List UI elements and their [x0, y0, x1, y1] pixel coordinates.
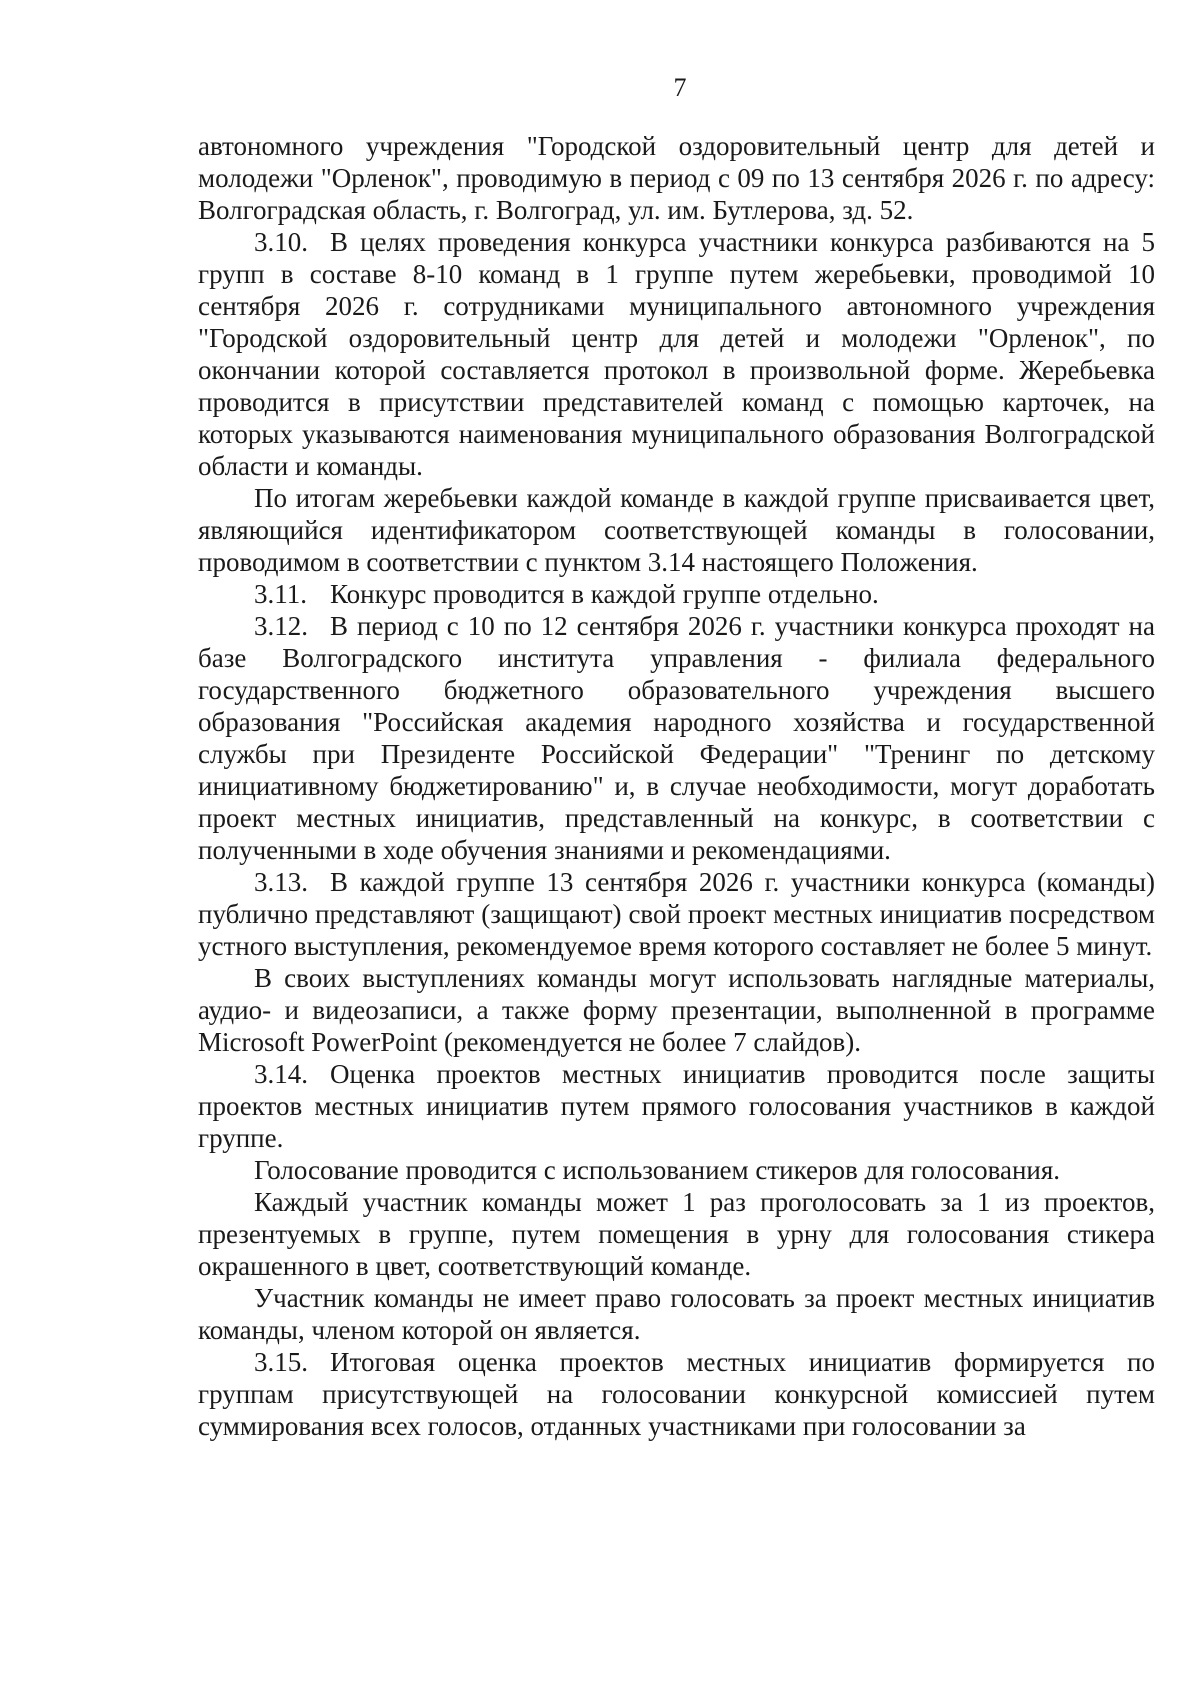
- page-number: 7: [673, 73, 687, 102]
- paragraph-3-10: [198, 226, 1155, 482]
- paragraph-voting-rule: [198, 1186, 1155, 1282]
- paragraph-3-14: [198, 1058, 1155, 1154]
- paragraph-color-assignment: [198, 482, 1155, 578]
- paragraph-voting-restriction: [198, 1282, 1155, 1346]
- paragraph-text: автономного учреждения "Городской оздоровительный центр для детей и молодежи "Орленок", проводимую в период с 09 по 13 сентября 2026 г. по адресу: Волгоградская область, г. Волгоград, ул. им. Бутлерова, зд. 52.: [198, 131, 1155, 225]
- paragraph-text: В своих выступлениях команды могут использовать наглядные материалы, аудио- и видеозаписи, а также форму презентации, выполненной в программе Microsoft PowerPoint (рекомендуется не более 7 слайдов).: [198, 963, 1155, 1057]
- paragraph-text: В каждой группе 13 сентября 2026 г. участники конкурса (команды) публично представляют (защищают) свой проект местных инициатив посредством устного выступления, рекомендуемое время которого составляет не более 5 минут.: [198, 867, 1155, 961]
- paragraph-stickers: [198, 1154, 1155, 1186]
- paragraph-3-15: [198, 1346, 1155, 1442]
- paragraph-text: По итогам жеребьевки каждой команде в каждой группе присваивается цвет, являющийся идентификатором соответствующей команды в голосовании, проводимом в соответствии с пунктом 3.14 настоящего Положения.: [198, 483, 1155, 577]
- clause-number: 3.10.: [254, 227, 308, 257]
- clause-number: 3.11.: [254, 579, 307, 609]
- paragraph-text: Оценка проектов местных инициатив проводится после защиты проектов местных инициатив путем прямого голосования участников в каждой группе.: [198, 1059, 1155, 1153]
- paragraph-3-11: [198, 578, 1155, 610]
- paragraph-text: В целях проведения конкурса участники конкурса разбиваются на 5 групп в составе 8-10 команд в 1 группе путем жеребьевки, проводимой 10 сентября 2026 г. сотрудниками муниципального автономного учреждения "Городской оздоровительный центр для детей и молодежи "Орленок", по окончании которой составляется протокол в произвольной форме. Жеребьевка проводится в присутствии представителей команд с помощью карточек, на которых указываются наименования муниципального образования Волгоградской области и команды.: [198, 227, 1155, 481]
- clause-number: 3.14.: [254, 1059, 308, 1089]
- paragraph-text: Голосование проводится с использованием стикеров для голосования.: [254, 1155, 1061, 1185]
- paragraph-presentations: [198, 962, 1155, 1058]
- paragraph-text: Конкурс проводится в каждой группе отдельно.: [330, 579, 879, 609]
- document-body: [198, 130, 1155, 1442]
- paragraph-text: Каждый участник команды может 1 раз проголосовать за 1 из проектов, презентуемых в группе, путем помещения в урну для голосования стикера окрашенного в цвет, соответствующий команде.: [198, 1187, 1155, 1281]
- clause-number: 3.13.: [254, 867, 308, 897]
- paragraph-3-13: [198, 866, 1155, 962]
- paragraph-text: В период с 10 по 12 сентября 2026 г. участники конкурса проходят на базе Волгоградского института управления - филиала федерального государственного бюджетного образовательного учреждения высшего образования "Российская академия народного хозяйства и государственной службы при Президенте Российской Федерации" "Тренинг по детскому инициативному бюджетированию" и, в случае необходимости, могут доработать проект местных инициатив, представленный на конкурс, в соответствии с полученными в ходе обучения знаниями и рекомендациями.: [198, 611, 1155, 865]
- clause-number: 3.12.: [254, 611, 308, 641]
- paragraph-3-12: [198, 610, 1155, 866]
- paragraph-text: Итоговая оценка проектов местных инициатив формируется по группам присутствующей на голосовании конкурсной комиссией путем суммирования всех голосов, отданных участниками при голосовании за: [198, 1347, 1155, 1441]
- clause-number: 3.15.: [254, 1347, 308, 1377]
- paragraph-text: Участник команды не имеет право голосовать за проект местных инициатив команды, членом которой он является.: [198, 1283, 1155, 1345]
- paragraph-continuation: [198, 130, 1155, 226]
